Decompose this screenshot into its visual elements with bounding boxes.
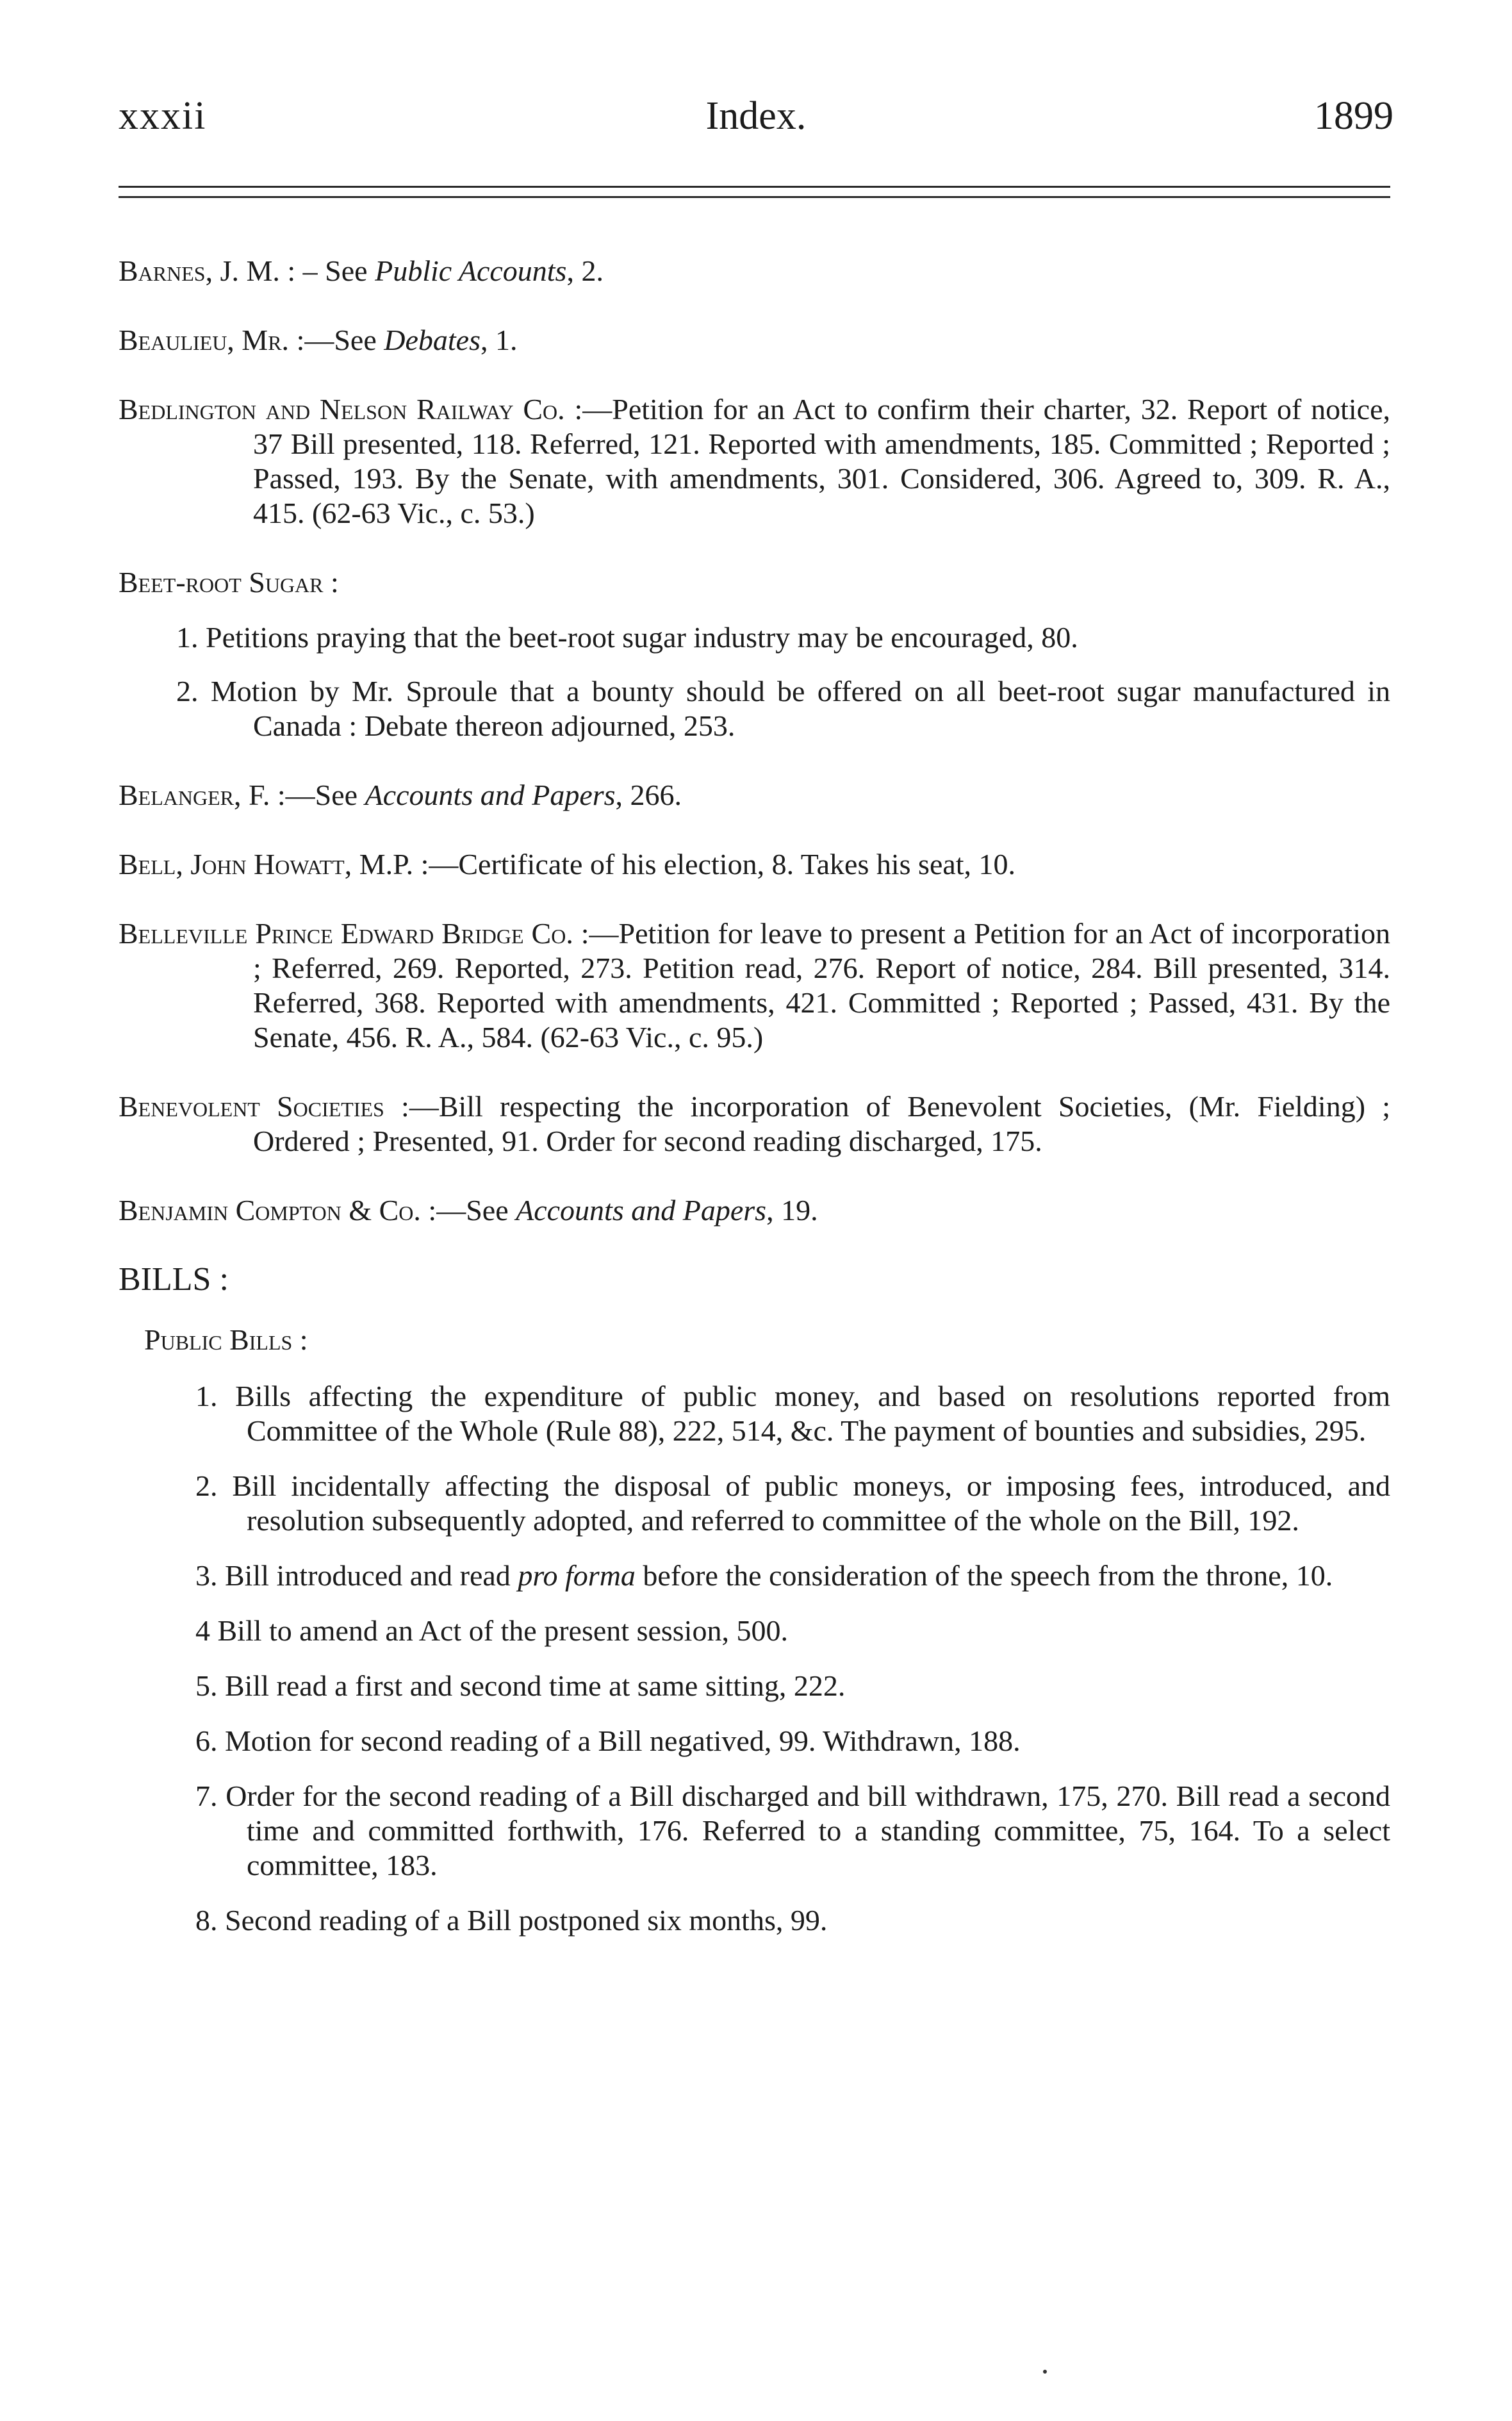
- public-bills-list: [119, 1379, 1390, 1938]
- list-item: 2. Motion by Mr. Sproule that a bounty should be offered on all beet-root sugar manufactured in Canada : Debate thereon adjourned, 253.: [176, 675, 1390, 742]
- subheading-public-bills: Public Bills :: [144, 1323, 308, 1356]
- beet-root-sugar-list: [119, 620, 1390, 743]
- ink-speck: [1043, 2370, 1047, 2374]
- index-entry: Benjamin Compton & Co. :—See Accounts and Papers, 19.: [119, 1194, 818, 1227]
- entry-name: Barnes, J. M.: [119, 254, 280, 287]
- section-heading-bills: BILLS :: [119, 1261, 229, 1298]
- list-item: 3. Bill introduced and read pro forma before the consideration of the speech from the throne, 10.: [195, 1559, 1333, 1592]
- list-item: 6. Motion for second reading of a Bill negatived, 99. Withdrawn, 188.: [195, 1724, 1021, 1757]
- header-rule-top: [119, 186, 1390, 188]
- entry-ref: Accounts and Papers: [365, 779, 616, 811]
- header-rule-bottom: [119, 196, 1390, 198]
- index-entry: Beaulieu, Mr. :—See Debates, 1.: [119, 324, 518, 356]
- index-entry: Barnes, J. M. : – See Public Accounts, 2.: [119, 254, 604, 287]
- list-item: 4 Bill to amend an Act of the present session, 500.: [195, 1614, 788, 1647]
- index-entry: Bedlington and Nelson Railway Co. :—Petition for an Act to confirm their charter, 32. Report of notice, 37 Bill presented, 118. Referred, 121. Reported with amendments, 185. Committed ; Reported ; Passed, 193. By the Senate, with amendments, 301. Considered, 306. Agreed to, 309. R. A., 415. (62-63 Vic., c. 53.): [119, 393, 1391, 529]
- list-item: 7. Order for the second reading of a Bill discharged and bill withdrawn, 175, 270. Bill read a second time and committed forthwith, 176. Referred to a standing committee, 75, 164. To a select committee, 183.: [195, 1780, 1391, 1881]
- entry-name: Beaulieu, Mr.: [119, 324, 290, 356]
- index-entry: Bell, John Howatt, M.P. :—Certificate of his election, 8. Takes his seat, 10.: [119, 848, 1016, 880]
- entry-name: Benevolent Societies: [119, 1090, 384, 1123]
- section-heading-beet-root-sugar: Beet-root Sugar :: [119, 566, 339, 599]
- list-item: 8. Second reading of a Bill postponed six months, 99.: [195, 1904, 828, 1937]
- entry-ref: Accounts and Papers: [516, 1194, 767, 1227]
- list-item: 1. Bills affecting the expenditure of public money, and based on resolutions reported from Committee of the Whole (Rule 88), 222, 514, &c. The payment of bounties and subsidies, 295.: [195, 1380, 1390, 1447]
- entry-name: Belleville Prince Edward Bridge Co.: [119, 917, 573, 950]
- entry-ref: Debates: [384, 324, 481, 356]
- entry-name: Belanger, F.: [119, 779, 270, 811]
- year: 1899: [1314, 94, 1393, 138]
- index-entry: Benevolent Societies :—Bill respecting the incorporation of Benevolent Societies, (Mr. Fielding) ; Ordered ; Presented, 91. Order for second reading discharged, 175.: [119, 1090, 1391, 1157]
- list-item: 2. Bill incidentally affecting the disposal of public moneys, or imposing fees, introduced, and resolution subsequently adopted, and referred to committee of the whole on the Bill, 192.: [195, 1469, 1390, 1537]
- page-title: Index.: [705, 94, 807, 138]
- index-entries: [119, 224, 1390, 1958]
- index-entry: Belleville Prince Edward Bridge Co. :—Petition for leave to present a Petition for an Act of incorporation ; Referred, 269. Reported, 273. Petition read, 276. Report of notice, 284. Bill presented, 314. Referred, 368. Reported with amendments, 421. Committed ; Reported ; Passed, 431. By the Senate, 456. R. A., 584. (62-63 Vic., c. 95.): [119, 917, 1390, 1054]
- entry-name: Bedlington and Nelson Railway Co.: [119, 393, 565, 426]
- page-number: xxxii: [119, 94, 207, 138]
- entry-name: Benjamin Compton & Co.: [119, 1194, 421, 1227]
- list-item: 5. Bill read a first and second time at same sitting, 222.: [195, 1669, 846, 1702]
- list-item: 1. Petitions praying that the beet-root sugar industry may be encouraged, 80.: [176, 621, 1078, 654]
- index-entry: Belanger, F. :—See Accounts and Papers, 266.: [119, 779, 682, 811]
- entry-name: Bell, John Howatt,: [119, 848, 352, 880]
- entry-ref: Public Accounts: [375, 254, 567, 287]
